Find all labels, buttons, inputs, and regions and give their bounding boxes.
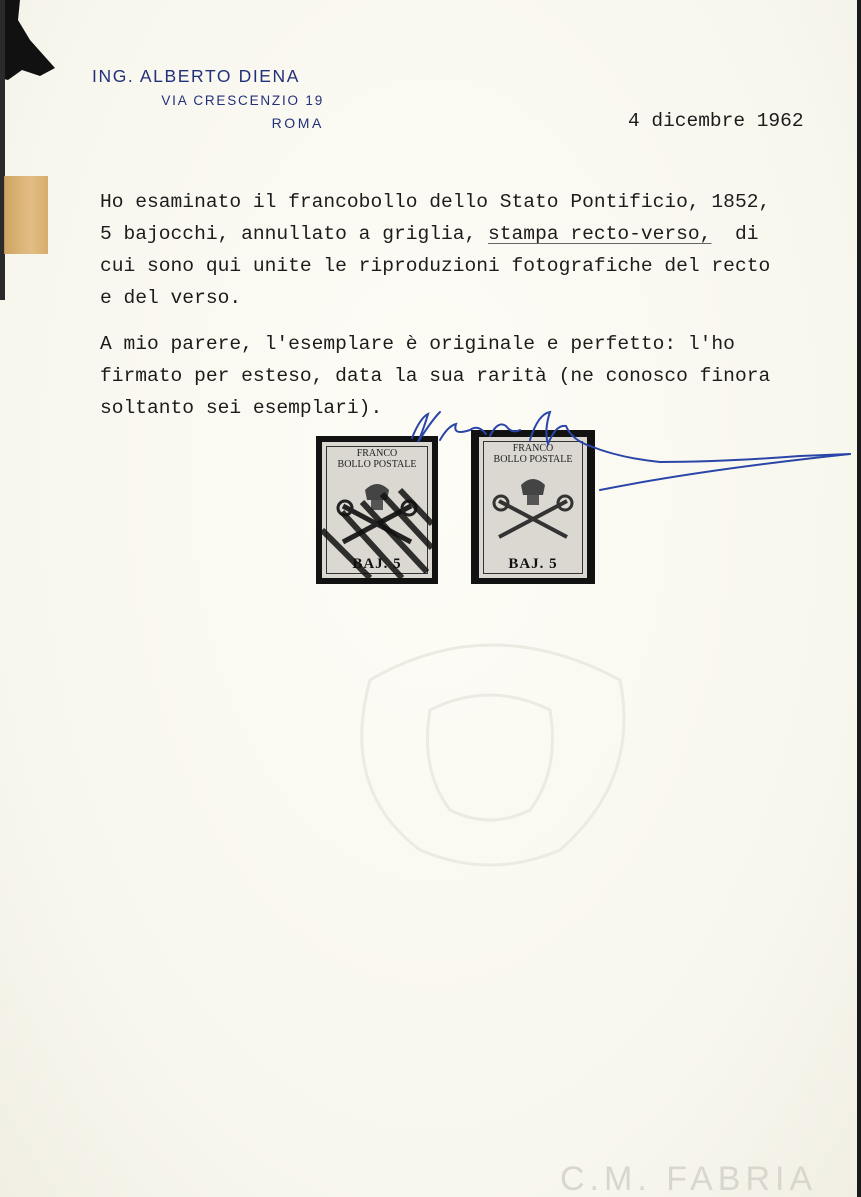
stamp-top-label: FRANCO BOLLO POSTALE bbox=[493, 443, 573, 465]
letter-date: 4 dicembre 1962 bbox=[628, 110, 804, 132]
body-line: soltanto sei esemplari). bbox=[100, 397, 383, 419]
faint-seal-impression bbox=[330, 620, 650, 880]
body-line-part: 5 bajocchi, annullato a griglia, bbox=[100, 223, 489, 245]
body-line: e del verso. bbox=[100, 287, 242, 309]
stamp-value-label: BAJ. 5 bbox=[508, 556, 558, 572]
letterhead-street: VIA CRESCENZIO 19 bbox=[161, 93, 324, 108]
body-line: firmato per esteso, data la sua rarità (ne conosco finora bbox=[100, 365, 771, 387]
stamp-value-label: BAJ. 5 bbox=[352, 556, 402, 572]
handwritten-signature bbox=[0, 0, 861, 520]
letterhead-name: ING. ALBERTO DIENA bbox=[92, 66, 301, 86]
body-line: Ho esaminato il francobollo dello Stato Pontificio, 1852, bbox=[100, 191, 771, 213]
body-line-part: di bbox=[711, 223, 759, 245]
body-line: A mio parere, l'esemplare è originale e perfetto: l'ho bbox=[100, 333, 735, 355]
stamp-top-label: FRANCO BOLLO POSTALE bbox=[337, 448, 417, 470]
paper-watermark: C.M. FABRIA bbox=[560, 1160, 818, 1197]
letterhead-city: ROMA bbox=[271, 115, 324, 131]
body-line: cui sono qui unite le riproduzioni fotografiche del recto bbox=[100, 255, 771, 277]
underlined-phrase: stampa recto-verso, bbox=[488, 223, 712, 245]
